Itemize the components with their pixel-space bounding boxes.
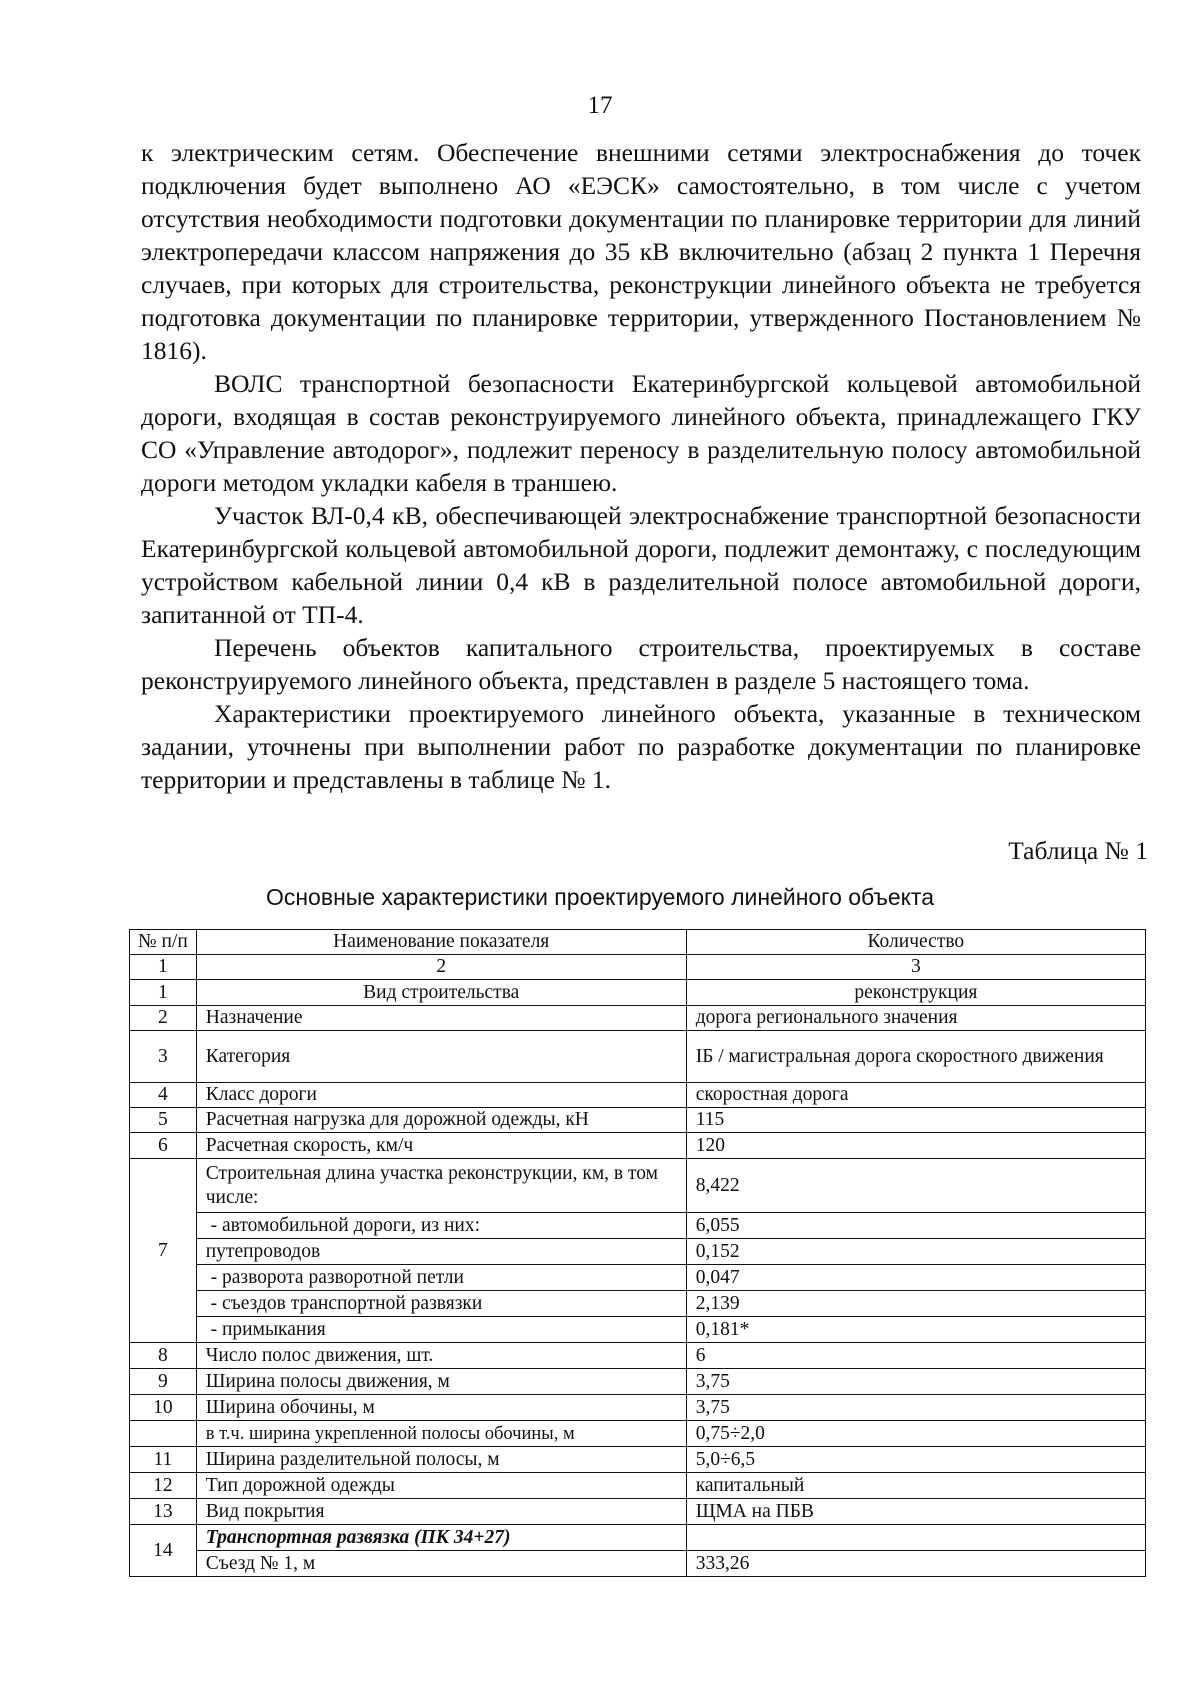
table-row (130, 980, 1146, 1006)
table-row (130, 1031, 1146, 1083)
column-number-row (130, 955, 1146, 980)
row-value: скоростная дорога (686, 1083, 1145, 1108)
subrow-indicator: - съездов транспортной развязки (196, 1291, 686, 1317)
characteristics-table (129, 929, 1146, 1577)
row-number: 3 (130, 1031, 197, 1083)
row-number: 14 (130, 1525, 197, 1577)
row-indicator: Ширина обочины, м (196, 1395, 686, 1421)
subrow-indicator: путепроводов (196, 1239, 686, 1265)
page-number: 17 (587, 92, 613, 119)
subrow-indicator: - автомобильной дороги, из них: (196, 1213, 686, 1239)
table-subrow (130, 1239, 1146, 1265)
subrow-value: 333,26 (686, 1551, 1145, 1577)
row-indicator: в т.ч. ширина укрепленной полосы обочины, м (196, 1421, 686, 1447)
row-indicator: Ширина разделительной полосы, м (196, 1447, 686, 1473)
row-number: 10 (130, 1395, 197, 1421)
row-value: 6 (686, 1343, 1145, 1369)
row-value: дорога регионального значения (686, 1006, 1145, 1031)
row-number: 11 (130, 1447, 197, 1473)
subrow-value: 0,047 (686, 1265, 1145, 1291)
table-header-row (130, 930, 1146, 955)
row-value (686, 1525, 1145, 1551)
table-row (130, 1525, 1146, 1551)
header-number: № п/п (130, 930, 197, 955)
table-subrow (130, 1213, 1146, 1239)
subrow-value: 0,181* (686, 1317, 1145, 1343)
row-indicator: Транспортная развязка (ПК 34+27) (196, 1525, 686, 1551)
row-indicator: Вид покрытия (196, 1499, 686, 1525)
row-value: ЩМА на ПБВ (686, 1499, 1145, 1525)
row-value: 120 (686, 1133, 1145, 1159)
row-indicator: Строительная длина участка реконструкции, км, в том числе: (196, 1159, 686, 1213)
header-quantity: Количество (686, 930, 1145, 955)
row-value: капитальный (686, 1473, 1145, 1499)
subrow-indicator: Съезд № 1, м (196, 1551, 686, 1577)
table-subrow (130, 1291, 1146, 1317)
table-subrow (130, 1317, 1146, 1343)
column-number-2: 2 (196, 955, 686, 980)
table-row (130, 1133, 1146, 1159)
table-subrow (130, 1551, 1146, 1577)
table-subrow (130, 1265, 1146, 1291)
row-value: 0,75÷2,0 (686, 1421, 1145, 1447)
row-number: 5 (130, 1108, 197, 1133)
subrow-value: 2,139 (686, 1291, 1145, 1317)
row-value: 3,75 (686, 1369, 1145, 1395)
table-row (130, 1083, 1146, 1108)
table-row (130, 1369, 1146, 1395)
row-number: 12 (130, 1473, 197, 1499)
table-title: Основные характеристики проектируемого линейного объекта (265, 884, 935, 910)
row-number: 9 (130, 1369, 197, 1395)
table-row (130, 1447, 1146, 1473)
table-row (130, 1108, 1146, 1133)
subrow-indicator: - примыкания (196, 1317, 686, 1343)
column-number-3: 3 (686, 955, 1145, 980)
table-label: Таблица № 1 (1008, 836, 1148, 865)
subrow-value: 6,055 (686, 1213, 1145, 1239)
row-indicator: Назначение (196, 1006, 686, 1031)
row-indicator: Число полос движения, шт. (196, 1343, 686, 1369)
row-number: 7 (130, 1159, 197, 1343)
table-row (130, 1473, 1146, 1499)
table-row (130, 1499, 1146, 1525)
row-indicator: Класс дороги (196, 1083, 686, 1108)
row-indicator: Вид строительства (196, 980, 686, 1006)
row-value: реконструкция (686, 980, 1145, 1006)
row-value: IБ / магистральная дорога скоростного движения (686, 1031, 1145, 1083)
subrow-value: 0,152 (686, 1239, 1145, 1265)
row-number: 4 (130, 1083, 197, 1108)
row-indicator: Тип дорожной одежды (196, 1473, 686, 1499)
row-number: 6 (130, 1133, 197, 1159)
row-number (130, 1421, 197, 1447)
row-indicator: Категория (196, 1031, 686, 1083)
row-value: 3,75 (686, 1395, 1145, 1421)
row-value: 8,422 (686, 1159, 1145, 1213)
paragraph-objects-list: Перечень объектов капитального строительства, проектируемых в составе реконструируемого линейного объекта, представлен в разделе 5 настоящего тома. (141, 633, 1141, 695)
table-row (130, 1159, 1146, 1213)
row-number: 8 (130, 1343, 197, 1369)
row-value: 5,0÷6,5 (686, 1447, 1145, 1473)
row-number: 1 (130, 980, 197, 1006)
table-row (130, 1343, 1146, 1369)
row-indicator: Расчетная нагрузка для дорожной одежды, кН (196, 1108, 686, 1133)
paragraph-continuation: к электрическим сетям. Обеспечение внешними сетями электроснабжения до точек подключения будет выполнено АО «ЕЭСК» самостоятельно, в том числе с учетом отсутствия необходимости подготовки документации по планировке территории для линий электропередачи классом напряжения до 35 кВ включительно (абзац 2 пункта 1 Перечня случаев, при которых для строительства, реконструкции линейного объекта не требуется подготовка документации по планировке территории, утвержденного Постановлением № 1816). (141, 138, 1141, 365)
body-text (141, 136, 1141, 796)
row-value: 115 (686, 1108, 1145, 1133)
row-number: 2 (130, 1006, 197, 1031)
paragraph-vols: ВОЛС транспортной безопасности Екатеринбургской кольцевой автомобильной дороги, входящая в состав реконструируемого линейного объекта, принадлежащего ГКУ СО «Управление автодорог», подлежит переносу в разделительную полосу автомобильной дороги методом укладки кабеля в траншею. (141, 369, 1141, 497)
row-number: 13 (130, 1499, 197, 1525)
subrow-indicator: - разворота разворотной петли (196, 1265, 686, 1291)
column-number-1: 1 (130, 955, 197, 980)
paragraph-vl-section: Участок ВЛ-0,4 кВ, обеспечивающей электроснабжение транспортной безопасности Екатеринбургской кольцевой автомобильной дороги, подлежит демонтажу, с последующим устройством кабельной линии 0,4 кВ в разделительной полосе автомобильной дороги, запитанной от ТП-4. (141, 501, 1141, 629)
row-indicator: Расчетная скорость, км/ч (196, 1133, 686, 1159)
table-row (130, 1421, 1146, 1447)
table-row (130, 1395, 1146, 1421)
paragraph-characteristics: Характеристики проектируемого линейного объекта, указанные в техническом задании, уточнены при выполнении работ по разработке документации по планировке территории и представлены в таблице № 1. (141, 699, 1141, 794)
header-indicator: Наименование показателя (196, 930, 686, 955)
table-row (130, 1006, 1146, 1031)
row-indicator: Ширина полосы движения, м (196, 1369, 686, 1395)
